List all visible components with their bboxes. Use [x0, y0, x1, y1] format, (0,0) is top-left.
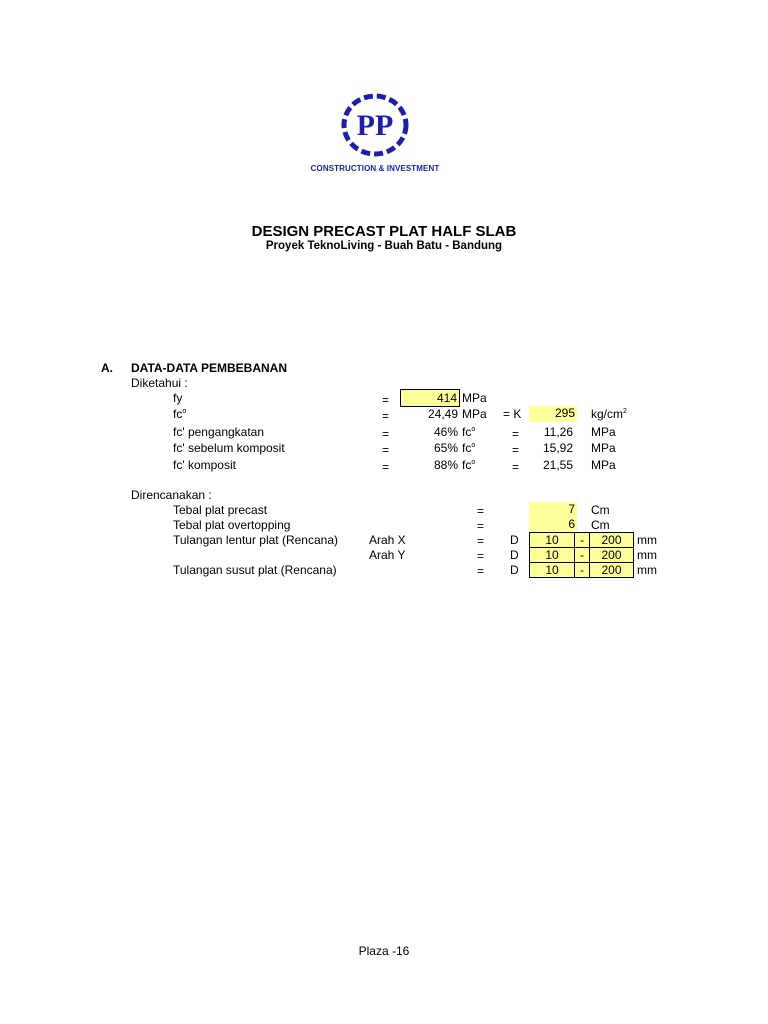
bar-prefix: D [510, 563, 519, 577]
eq-sign: = [477, 534, 485, 548]
unit-label: MPa [591, 441, 616, 455]
tebal-precast-cell[interactable]: 7 [529, 502, 577, 517]
unit-label: MPa [591, 458, 616, 472]
spacing-cell[interactable]: 200 [589, 547, 634, 563]
eq-sign: = [512, 443, 520, 457]
diameter-cell[interactable]: 10 [529, 562, 575, 578]
spacing-cell[interactable]: 200 [589, 562, 634, 578]
page-footer: Plaza -16 [358, 944, 410, 958]
eq-sign: = [382, 460, 390, 474]
diameter-cell[interactable]: 10 [529, 532, 575, 548]
tebal-overtopping-cell[interactable]: 6 [529, 517, 577, 532]
dash-cell: - [574, 562, 590, 578]
section-number: A. [101, 361, 113, 375]
k-value-cell[interactable]: 295 [529, 406, 577, 422]
row-label-sebelum-komposit: fc' sebelum komposit [173, 441, 285, 455]
result-value: 15,92 [542, 441, 573, 455]
row-label-fc: $fc^o$ [173, 407, 187, 421]
row-label-tulangan-lentur: Tulangan lentur plat (Rencana) [173, 533, 338, 547]
eq-sign: = [382, 427, 390, 441]
eq-sign: = [477, 549, 485, 563]
row-label-pengangkatan: fc' pengangkatan [173, 425, 265, 439]
eq-sign: = [382, 443, 390, 457]
eq-sign: = [512, 460, 520, 474]
eq-sign: = [382, 393, 390, 407]
row-label-fy: fy [173, 391, 183, 405]
percent-value: 65% [433, 441, 458, 455]
spacing-cell[interactable]: 200 [589, 532, 634, 548]
unit-label: MPa [462, 407, 487, 421]
k-unit: $kg/cm^2$ [591, 407, 627, 421]
result-value: 11,26 [543, 425, 573, 439]
unit-label: mm [637, 533, 657, 547]
planned-label: Direncanakan : [131, 488, 212, 502]
unit-label: $fc^o$ [462, 441, 476, 455]
eq-sign: = [477, 564, 485, 578]
fy-value-cell[interactable]: 414 [400, 389, 460, 407]
diameter-cell[interactable]: 10 [529, 547, 575, 563]
logo-lettering: PP [356, 109, 394, 142]
unit-label: $fc^o$ [462, 458, 476, 472]
bar-prefix: D [510, 548, 519, 562]
dash-cell: - [574, 532, 590, 548]
row-label-tebal-overtopping: Tebal plat overtopping [173, 518, 291, 532]
pp-logo [339, 92, 411, 158]
result-value: 21,55 [542, 458, 573, 472]
page-subtitle: Proyek TeknoLiving - Buah Batu - Bandung [265, 240, 503, 252]
known-label: Diketahui : [131, 376, 188, 390]
row-label-tulangan-susut: Tulangan susut plat (Rencana) [173, 563, 337, 577]
dash-cell: - [574, 547, 590, 563]
section-title: DATA-DATA PEMBEBANAN [131, 361, 287, 375]
page-title: DESIGN PRECAST PLAT HALF SLAB [251, 223, 517, 240]
bar-prefix: D [510, 533, 519, 547]
logo-caption: CONSTRUCTION & INVESTMENT [310, 164, 440, 173]
direction-label: Arah X [369, 533, 406, 547]
eq-sign: = [477, 504, 485, 518]
unit-label: $fc^o$ [462, 425, 476, 439]
percent-value: 88% [433, 458, 458, 472]
eq-sign: = [512, 427, 520, 441]
row-label-tebal-precast: Tebal plat precast [173, 503, 268, 517]
eq-sign: = [382, 409, 390, 423]
unit-label: MPa [462, 391, 487, 405]
unit-label: MPa [591, 425, 616, 439]
percent-value: 46% [433, 425, 458, 439]
unit-label: mm [637, 548, 657, 562]
direction-label: Arah Y [369, 548, 406, 562]
unit-label: Cm [591, 503, 610, 517]
unit-label: mm [637, 563, 657, 577]
fc-value: 24,49 [427, 407, 458, 421]
k-label: = K [503, 407, 522, 421]
row-label-komposit: fc' komposit [173, 458, 236, 472]
eq-sign: = [477, 519, 485, 533]
unit-label: Cm [591, 518, 610, 532]
